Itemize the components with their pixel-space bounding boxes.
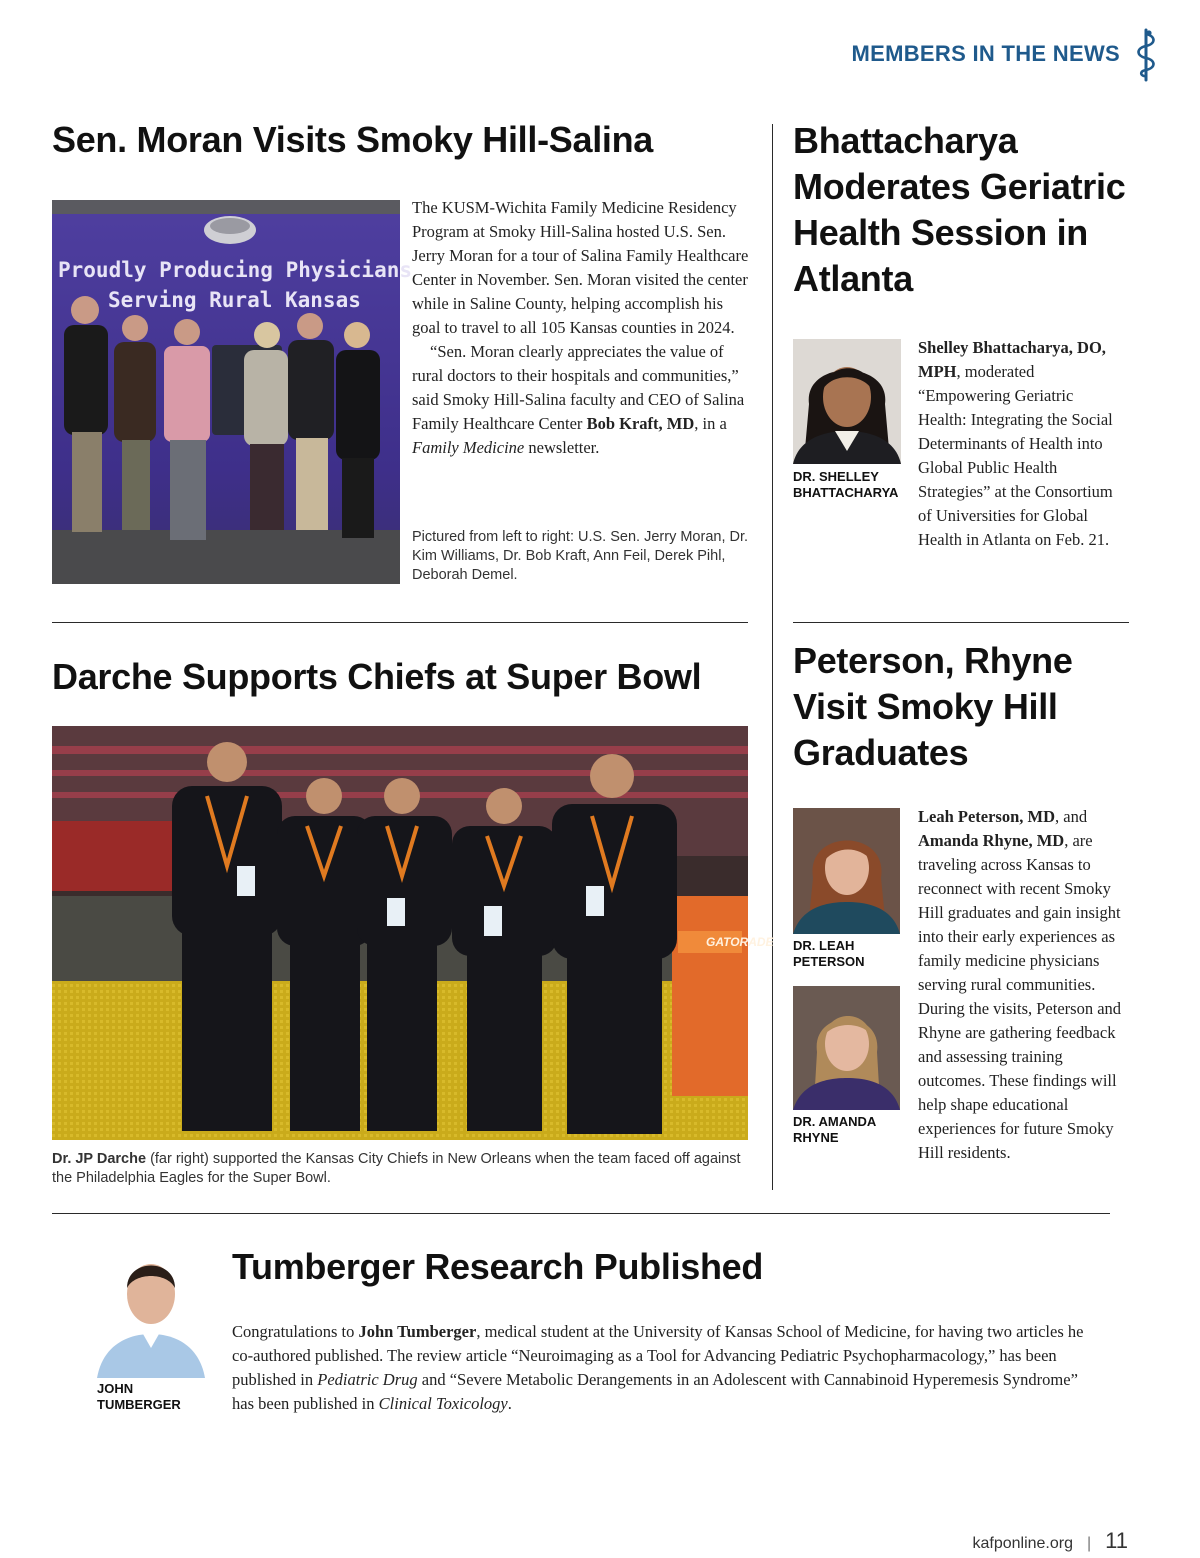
journal-clinical-toxicology: Clinical Toxicology <box>378 1394 508 1413</box>
super-bowl-photo <box>52 726 774 1140</box>
tumberger-headline: Tumberger Research Published <box>232 1246 764 1287</box>
divider-column <box>772 124 773 1190</box>
tumberger-article-body <box>232 1320 1088 1416</box>
label-line-2: TUMBERGER <box>97 1397 181 1412</box>
bhattacharya-photo-label <box>793 469 898 501</box>
caduceus-icon <box>1132 26 1160 82</box>
label-line-1: DR. SHELLEY <box>793 469 879 484</box>
divider-right-mid <box>793 622 1129 623</box>
peterson-photo <box>793 808 900 934</box>
tumberger-text-b: , medical student at the University of Kansas School of Medicine, for having two articles he co-authored published. The review article “Neuroimaging as a Tool for Advancing Pediatric Psychopharmacology,” has been published in <box>232 1322 1084 1389</box>
moran-article-body <box>412 196 750 460</box>
gatorade-sign: GATORADE <box>706 935 774 949</box>
leah-peterson-name: Leah Peterson, MD <box>918 807 1056 826</box>
peterson-article-body <box>918 805 1128 1165</box>
shelley-bhattacharya-name: Shelley Bhattacharya, DO, MPH <box>918 338 1106 381</box>
footer-website[interactable]: kafponline.org <box>972 1535 1073 1552</box>
bob-kraft-name: Bob Kraft, MD <box>586 414 695 433</box>
tumberger-text-c: and “Severe Metabolic Derangements in an Adolescent with Cannabinoid Hyperemesis Syndrome” has been published in <box>232 1370 1078 1413</box>
tumberger-text-d: . <box>507 1394 512 1413</box>
peterson-photo-label <box>793 938 865 970</box>
label-line-2: BHATTACHARYA <box>793 485 899 500</box>
darche-photo-caption <box>52 1150 752 1188</box>
peterson-text: , are traveling across Kansas to reconnect with recent Smoky Hill graduates and gain insight into their early experiences as family medicine physicians serving rural communities. During the visits, Peterson and Rhyne are gathering feedback and assessing training outcomes. These findings will help shape educational experiences for future Smoky Hill residents. <box>918 831 1122 1162</box>
rhyne-photo-label <box>793 1114 876 1146</box>
moran-group-photo <box>52 200 413 584</box>
jp-darche-name: Dr. JP Darche <box>52 1151 147 1167</box>
label-line-1: DR. AMANDA <box>793 1114 877 1129</box>
moran-photo-caption: Pictured from left to right: U.S. Sen. Jerry Moran, Dr. Kim Williams, Dr. Bob Kraft, Ann Feil, Derek Pihl, Deborah Demel. <box>412 529 749 583</box>
moran-paragraph-2 <box>412 340 750 460</box>
tumberger-photo-label <box>97 1381 181 1413</box>
photo-banner-line2: Serving Rural Kansas <box>108 288 361 312</box>
amanda-rhyne-name: Amanda Rhyne, MD <box>918 831 1065 850</box>
section-header <box>852 26 1161 82</box>
divider-left-mid <box>52 622 748 623</box>
section-title: MEMBERS IN THE NEWS <box>851 41 1120 66</box>
peterson-joiner: , and <box>1055 807 1088 826</box>
tumberger-photo <box>97 1248 205 1378</box>
page-number: 11 <box>1105 1528 1128 1553</box>
bhattacharya-article-body <box>918 336 1114 552</box>
divider-bottom <box>52 1213 1110 1214</box>
john-tumberger-name: John Tumberger <box>358 1322 477 1341</box>
moran-headline: Sen. Moran Visits Smoky Hill-Salina <box>52 119 654 160</box>
family-medicine-publication: Family Medicine <box>412 438 525 457</box>
moran-paragraph-2-c: newsletter. <box>524 438 600 457</box>
footer-separator: | <box>1087 1535 1092 1552</box>
peterson-headline: Peterson, Rhyne Visit Smoky Hill Graduates <box>793 640 1073 773</box>
label-line-2: RHYNE <box>793 1130 839 1145</box>
moran-paragraph-1: The KUSM-Wichita Family Medicine Residency Program at Smoky Hill-Salina hosted U.S. Sen. Jerry Moran for a tour of Salina Family Healthcare Center in November. Sen. Moran visited the center while in Saline County, helping accomplish his goal to travel to all 105 Kansas counties in 2024. <box>412 198 749 337</box>
bhattacharya-photo <box>793 339 901 464</box>
label-line-1: JOHN <box>97 1381 134 1396</box>
bhattacharya-text: , moderated “Empowering Geriatric Health: Integrating the Social Determinants of Health into Global Public Health Strategies” at the Consortium of Universities for Global Health in Atlanta on Feb. 21. <box>918 362 1113 549</box>
journal-pediatric-drug: Pediatric Drug <box>317 1370 418 1389</box>
tumberger-text-a: Congratulations to <box>232 1322 359 1341</box>
photo-banner-line1: Proudly Producing Physicians <box>58 258 413 282</box>
moran-paragraph-2-a: “Sen. Moran clearly appreciates the value of rural doctors to their hospitals and communities,” said Smoky Hill-Salina faculty and CEO of Salina Family Healthcare Center <box>412 342 745 433</box>
label-line-1: DR. LEAH <box>793 938 855 953</box>
rhyne-photo <box>793 986 900 1110</box>
bhattacharya-headline: Bhattacharya Moderates Geriatric Health Session in Atlanta <box>793 120 1126 299</box>
moran-paragraph-2-b: , in a <box>694 414 727 433</box>
darche-headline: Darche Supports Chiefs at Super Bowl <box>52 656 702 697</box>
label-line-2: PETERSON <box>793 954 865 969</box>
page-footer <box>972 1528 1128 1554</box>
darche-caption-text: (far right) supported the Kansas City Chiefs in New Orleans when the team faced off against the Philadelphia Eagles for the Super Bowl. <box>52 1151 741 1186</box>
